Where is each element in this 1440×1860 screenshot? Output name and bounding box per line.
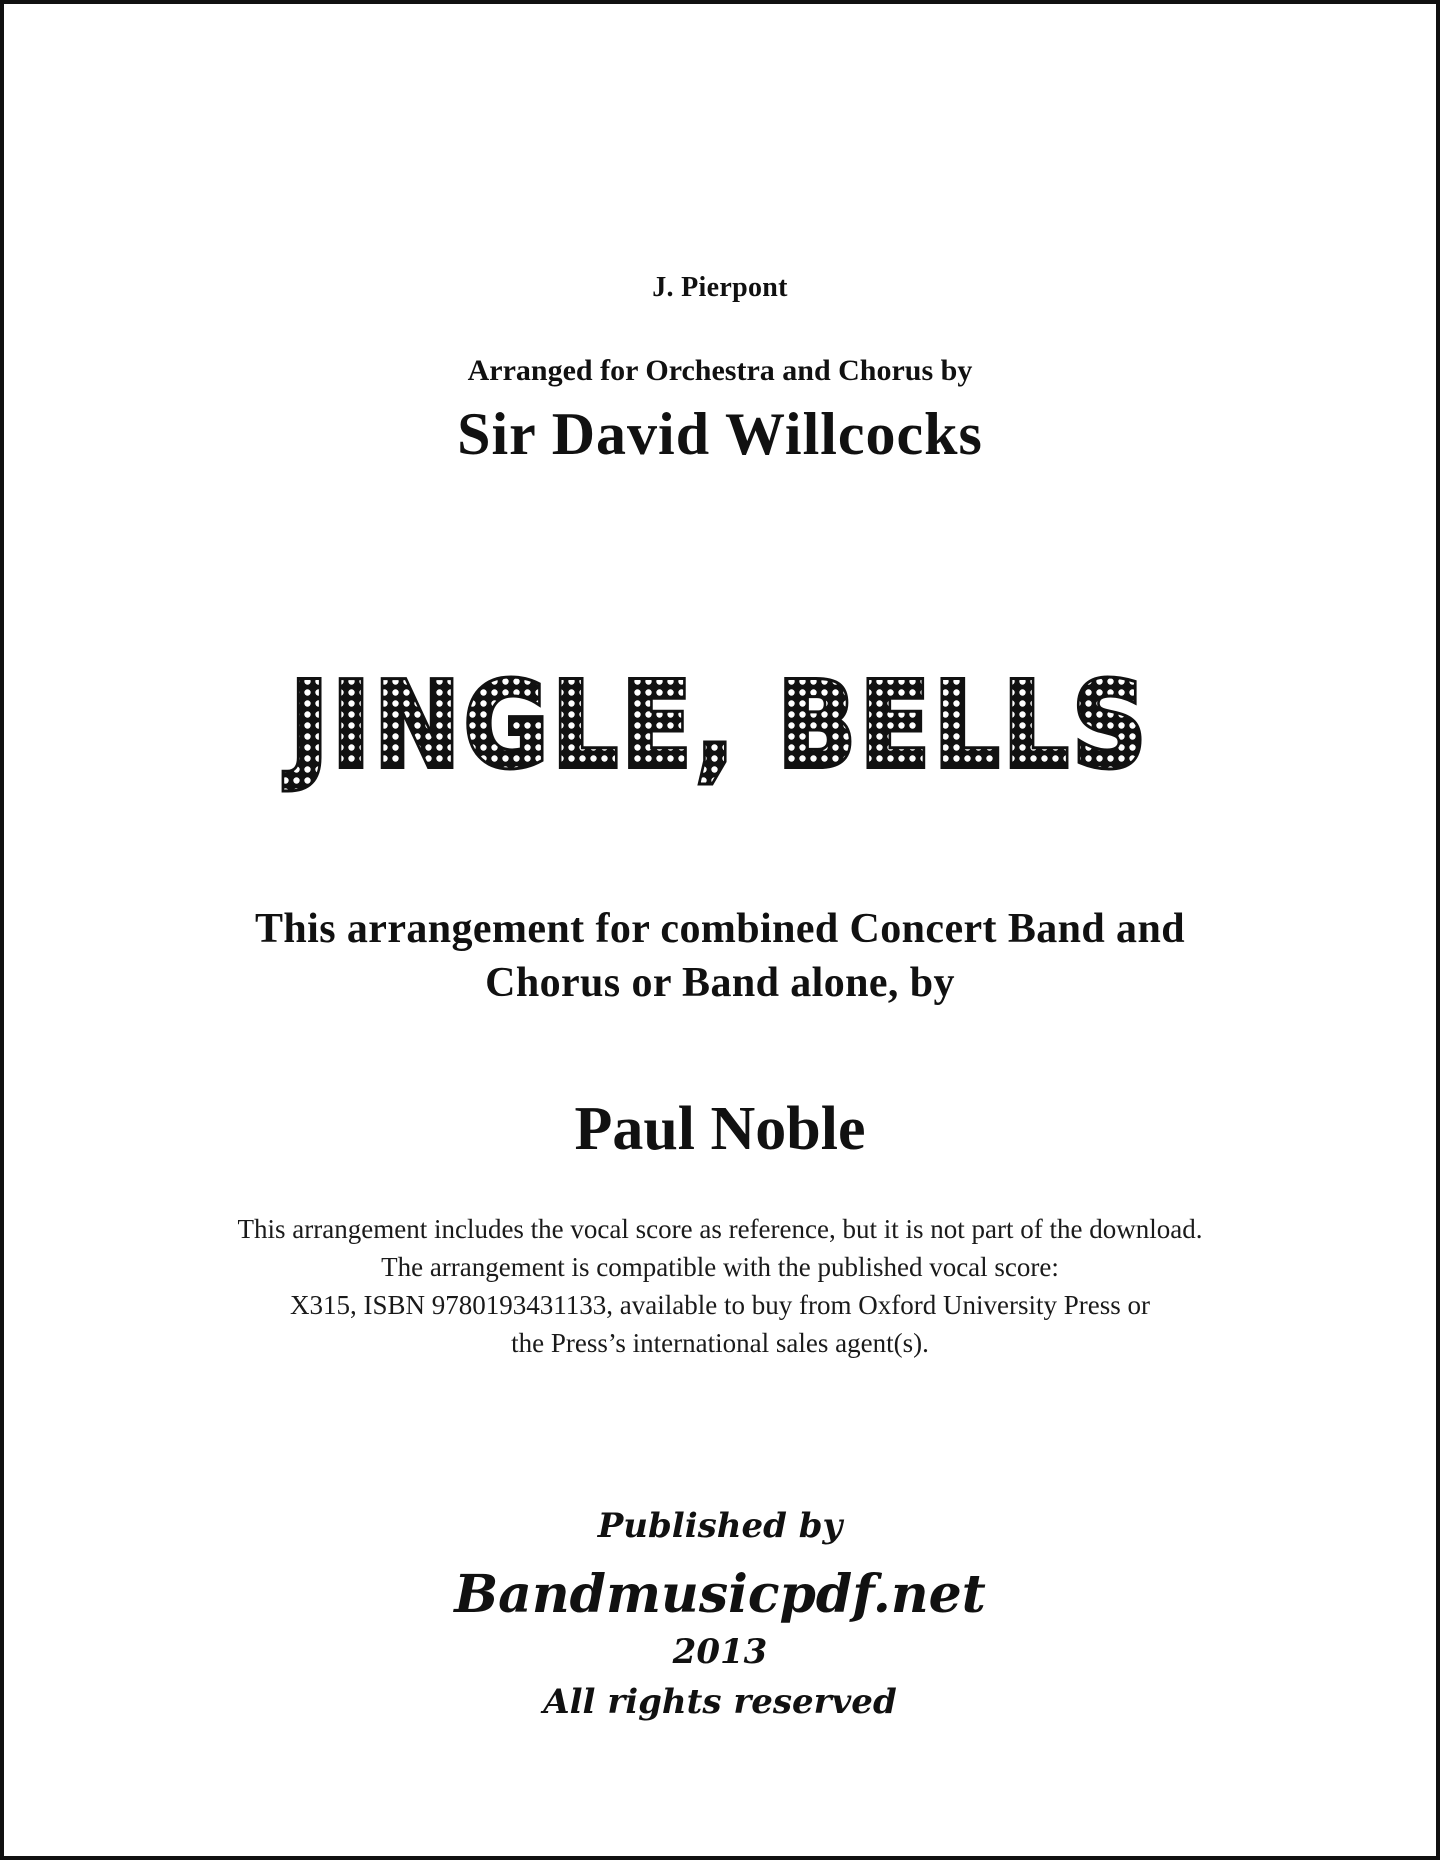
publisher-label: Published by: [597, 1506, 843, 1546]
page-title-dot-fill: JINGLE, BELLS: [283, 656, 1150, 794]
note-line: X315, ISBN 9780193431133, available to buy from Oxford University Press or: [290, 1290, 1150, 1320]
publication-year: 2013: [672, 1632, 768, 1672]
title-graphic: [280, 654, 1160, 794]
title-block: [4, 654, 1436, 794]
arranger-name: Paul Noble: [574, 1095, 866, 1163]
rights-notice: All rights reserved: [543, 1682, 897, 1722]
arrangement-description: [4, 902, 1436, 1010]
description-line: This arrangement for combined Concert Band and: [255, 906, 1185, 952]
vocal-score-note: [4, 1210, 1436, 1362]
original-arranger-name: Sir David Willcocks: [457, 401, 983, 467]
note-line: This arrangement includes the vocal score as reference, but it is not part of the download.: [237, 1214, 1203, 1244]
publisher-name: Bandmusicpdf.net: [454, 1564, 986, 1625]
original-arrangement-line: Arranged for Orchestra and Chorus by: [467, 354, 973, 387]
note-line: The arrangement is compatible with the published vocal score:: [381, 1252, 1059, 1282]
lyricist-credit: J. Pierpont: [652, 272, 788, 303]
description-line: Chorus or Band alone, by: [485, 960, 955, 1006]
page-title: JINGLE, BELLS: [283, 656, 1150, 794]
note-line: the Press’s international sales agent(s).: [511, 1328, 929, 1358]
